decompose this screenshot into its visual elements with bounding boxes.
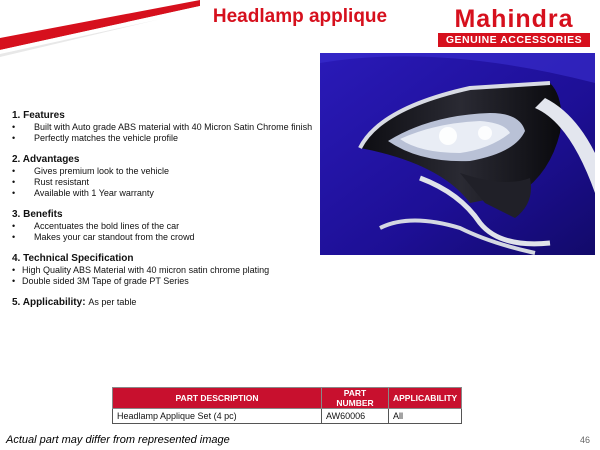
page-number: 46 [579,435,590,445]
list-item: • Perfectly matches the vehicle profile [12,133,179,143]
logo-tagline: GENUINE ACCESSORIES [438,33,590,47]
section-heading: 1. Features [12,110,65,121]
section-applicability [12,296,332,309]
section-technical-specification [12,252,332,287]
list-item: • High Quality ABS Material with 40 micron satin chrome plating [12,265,270,275]
list-item: • Accentuates the bold lines of the car [12,221,180,231]
list-item: • Built with Auto grade ABS material with 40 Micron Satin Chrome finish [12,122,313,132]
section-advantages [12,153,332,199]
headlamp-product-image [320,53,595,255]
table-cell: Headlamp Applique Set (4 pc) [113,409,322,424]
section-heading: 4. Technical Specification [12,253,134,264]
list-item: • Double sided 3M Tape of grade PT Series [12,276,189,286]
section-heading: 2. Advantages [12,154,80,165]
table-cell: All [389,409,462,424]
col-header-part-number: PART NUMBER [322,388,389,409]
section-features [12,109,332,144]
col-header-part-description: PART DESCRIPTION [113,388,322,409]
list-item: • Available with 1 Year warranty [12,188,154,198]
mahindra-logo [438,5,590,47]
section-heading: 3. Benefits [12,209,63,220]
list-item: • Rust resistant [12,177,90,187]
section-heading: 5. Applicability: As per table [12,297,137,308]
list-item: • Gives premium look to the vehicle [12,166,170,176]
table-header-row [113,388,462,409]
list-item: • Makes your car standout from the crowd [12,232,195,242]
parts-table [112,387,462,424]
table-row [113,409,462,424]
logo-wordmark: Mahindra [454,5,574,33]
spec-content [12,109,332,318]
disclaimer-text: Actual part may differ from represented image [6,434,230,446]
col-header-applicability: APPLICABILITY [389,388,462,409]
table-cell: AW60006 [322,409,389,424]
page-title: Headlamp applique [212,6,388,27]
applicability-value: As per table [88,297,137,307]
section-benefits [12,208,332,243]
